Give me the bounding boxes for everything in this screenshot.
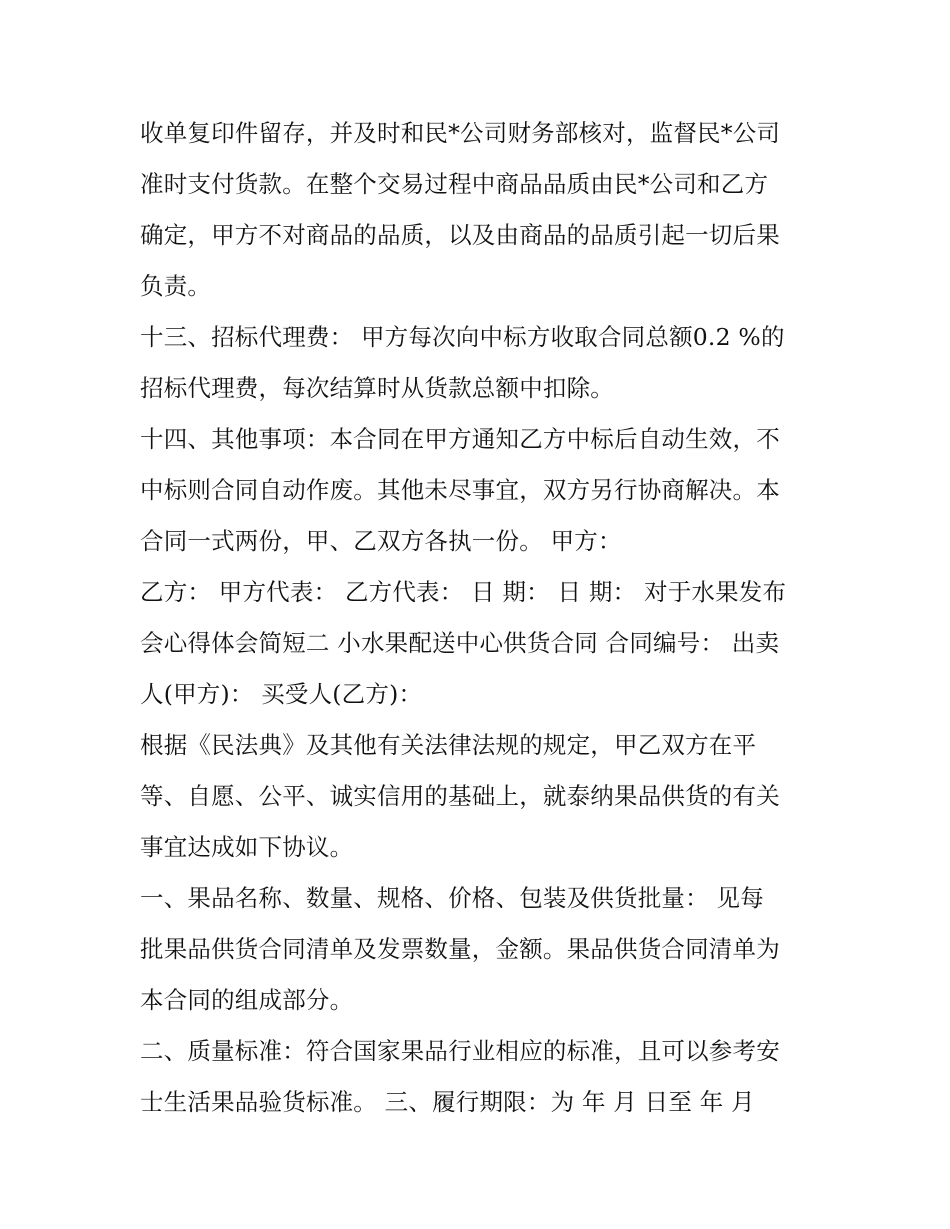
text-line: 一、果品名称、数量、规格、价格、包装及供货批量： 见每 [140,884,764,912]
text-line: 收单复印件留存，并及时和民*公司财务部核对，监督民*公司 [140,119,781,147]
text-line: 确定，甲方不对商品的品质，以及由商品的品质引起一切后果 [140,221,780,249]
text-line: 准时支付货款。在整个交易过程中商品品质由民*公司和乙方 [140,170,769,198]
text-line: 等、自愿、公平、诚实信用的基础上，就泰纳果品供货的有关 [140,782,780,810]
text-line: 负责。 [140,272,212,300]
text-line: 会心得体会简短二 小水果配送中心供货合同 合同编号： 出卖 [140,629,780,657]
text-line: 中标则合同自动作废。其他未尽事宜，双方另行协商解决。本 [140,476,780,504]
text-line: 合同一式两份，甲、乙双方各执一份。 甲方： [140,527,622,555]
text-line: 人(甲方)： 买受人(乙方)： [140,680,423,708]
text-line: 本合同的组成部分。 [140,986,354,1014]
text-line: 招标代理费，每次结算时从货款总额中扣除。 [140,374,614,402]
text-line: 乙方： 甲方代表： 乙方代表： 日 期： 日 期： 对于水果发布 [140,578,787,606]
document-body [140,108,820,1128]
text-line: 十四、其他事项：本合同在甲方通知乙方中标后自动生效，不 [140,425,780,453]
text-line: 批果品供货合同清单及发票数量，金额。果品供货合同清单为 [140,935,780,963]
text-line: 十三、招标代理费： 甲方每次向中标方收取合同总额0.2 %的 [140,323,785,351]
text-line: 二、质量标准：符合国家果品行业相应的标准，且可以参考安 [140,1037,780,1065]
text-line: 士生活果品验货标准。 三、履行期限：为 年 月 日至 年 月 [140,1088,755,1116]
text-line: 根据《民法典》及其他有关法律法规的规定，甲乙双方在平 [140,731,757,759]
text-line: 事宜达成如下协议。 [140,833,354,861]
